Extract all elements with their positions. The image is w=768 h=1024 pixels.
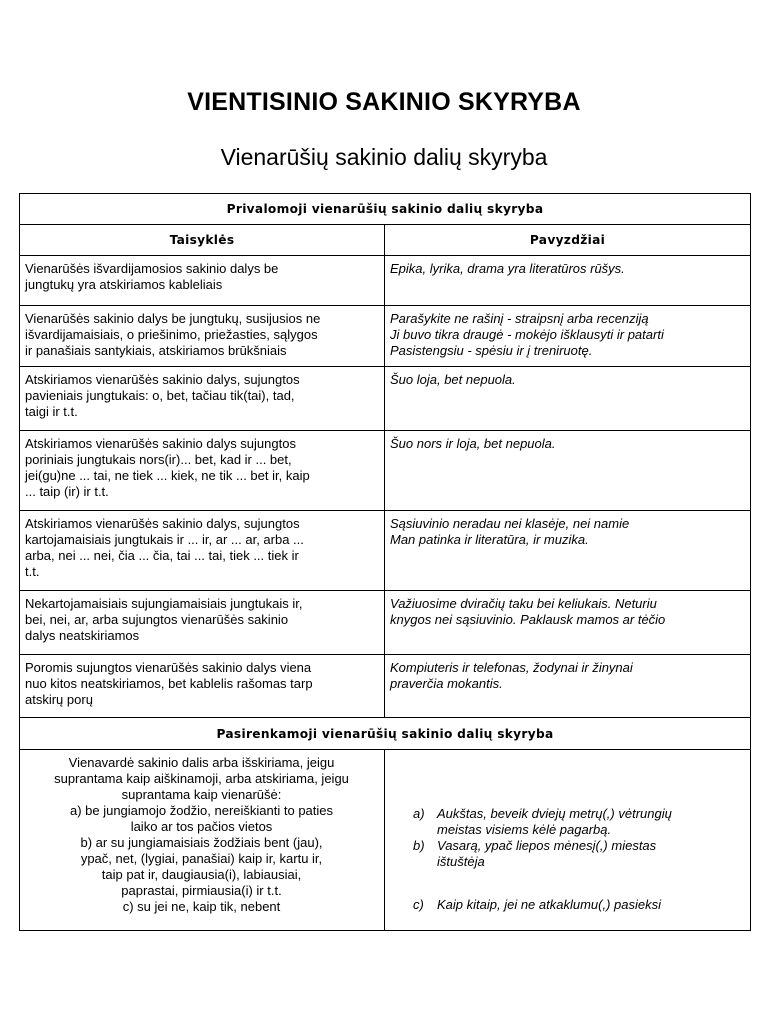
example-line: Šuo loja, bet nepuola.	[390, 372, 516, 387]
optional-example-b	[413, 838, 744, 870]
optional-rule-line: Vienavardė sakinio dalis arba išskiriama, jeigu	[68, 755, 335, 770]
list-marker: c)	[413, 897, 424, 912]
section-header-mandatory: Privalomoji vienarūšių sakinio dalių skyryba	[20, 194, 751, 225]
punctuation-table	[19, 193, 751, 931]
rule-line: Atskiriamos vienarūšės sakinio dalys, sujungtos	[25, 516, 300, 531]
example-line: knygos nei sąsiuvinio. Paklausk mamos ar tėčio	[390, 612, 666, 627]
rule-line: Atskiriamos vienarūšės sakinio dalys, sujungtos	[25, 372, 300, 387]
column-header-rules: Taisyklės	[20, 225, 385, 256]
optional-rule-line: paprastai, pirmiausia(i) ir t.t.	[121, 883, 282, 898]
rule-line: poriniais jungtukais nors(ir)... bet, kad ir ... bet,	[25, 452, 292, 467]
example-line: Kompiuteris ir telefonas, žodynai ir žinynai	[390, 660, 633, 675]
page-title: VIENTISINIO SAKINIO SKYRYBA	[187, 88, 581, 116]
rule-line: nuo kitos neatskiriamos, bet kablelis rašomas tarp	[25, 676, 313, 691]
example-line: Man patinka ir literatūra, ir muzika.	[390, 532, 589, 547]
rule-cell	[20, 655, 385, 718]
rule-line: Nekartojamaisiais sujungiamaisiais jungtukais ir,	[25, 596, 303, 611]
example-line: Vasarą, ypač liepos mėnesį(,) miestas	[437, 838, 657, 853]
example-line: Sąsiuvinio neradau nei klasėje, nei namie	[390, 516, 630, 531]
optional-example-cell	[385, 750, 751, 931]
rule-line: t.t.	[25, 564, 40, 579]
optional-rule-line: taip pat ir, daugiausia(i), labiausiai,	[101, 867, 302, 882]
optional-rule-line: ypač, net, (lygiai, panašiai) kaip ir, kartu ir,	[80, 851, 323, 866]
rule-line: ir panašiais santykiais, atskiriamos brūkšniais	[25, 343, 287, 358]
rule-line: jungtukų yra atskiriamos kableliais	[25, 277, 223, 292]
rule-line: bei, nei, ar, arba sujungtos vienarūšės sakinio	[25, 612, 289, 627]
rule-cell	[20, 591, 385, 655]
rule-line: taigi ir t.t.	[25, 404, 78, 419]
rule-cell	[20, 431, 385, 511]
optional-rule-line: a) be jungiamojo žodžio, nereiškianti to paties	[69, 803, 334, 818]
list-marker: a)	[413, 806, 425, 821]
column-header-examples: Pavyzdžiai	[385, 225, 751, 256]
example-cell	[385, 367, 751, 431]
page-subtitle: Vienarūšių sakinio dalių skyryba	[220, 144, 548, 170]
example-line: Epika, lyrika, drama yra literatūros rūšys.	[390, 261, 625, 276]
example-line: Aukštas, beveik dviejų metrų(,) vėtrungių	[437, 806, 672, 821]
rule-line: atskirų porų	[25, 692, 93, 707]
optional-rule-line: laiko ar tos pačios vietos	[130, 819, 273, 834]
example-cell	[385, 591, 751, 655]
optional-example-a	[413, 806, 744, 838]
rule-line: Poromis sujungtos vienarūšės sakinio dalys viena	[25, 660, 312, 675]
rule-line: pavieniais jungtukais: o, bet, tačiau tik(tai), tad,	[25, 388, 295, 403]
rule-cell	[20, 367, 385, 431]
rule-line: arba, nei ... nei, čia ... čia, tai ... tai, tiek ... tiek ir	[25, 548, 299, 563]
rule-line: Vienarūšės išvardijamosios sakinio dalys be	[25, 261, 279, 276]
rule-line: dalys neatskiriamos	[25, 628, 140, 643]
example-line: ištuštėja	[437, 854, 485, 869]
rule-cell	[20, 306, 385, 367]
optional-rule-line: suprantama kaip vienarūšė:	[121, 787, 282, 802]
rule-line: Atskiriamos vienarūšės sakinio dalys sujungtos	[25, 436, 296, 451]
section-header-optional: Pasirenkamoji vienarūšių sakinio dalių skyryba	[20, 718, 751, 750]
example-line: Šuo nors ir loja, bet nepuola.	[390, 436, 556, 451]
example-line: Kaip kitaip, jei ne atkaklumu(,) pasieksi	[437, 897, 661, 912]
rule-line: ... taip (ir) ir t.t.	[25, 484, 109, 499]
example-cell	[385, 431, 751, 511]
optional-rule-line: suprantama kaip aiškinamoji, arba atskiriama, jeigu	[54, 771, 349, 786]
example-line: Pasistengsiu - spėsiu ir į treniruotę.	[390, 343, 593, 358]
rule-cell	[20, 511, 385, 591]
rule-cell	[20, 256, 385, 306]
example-cell	[385, 306, 751, 367]
optional-example-c	[413, 897, 744, 913]
example-cell	[385, 256, 751, 306]
rule-line: Vienarūšės sakinio dalys be jungtukų, susijusios ne	[25, 311, 321, 326]
rule-line: kartojamaisiais jungtukais ir ... ir, ar ... ar, arba ...	[25, 532, 304, 547]
example-line: meistas visiems kėlė pagarbą.	[437, 822, 612, 837]
example-cell	[385, 511, 751, 591]
example-line: Ji buvo tikra draugė - mokėjo išklausyti ir patarti	[390, 327, 664, 342]
rule-line: jei(gu)ne ... tai, ne tiek ... kiek, ne tik ... bet ir, kaip	[25, 468, 310, 483]
example-line: Parašykite ne rašinį - straipsnį arba recenziją	[390, 311, 649, 326]
list-marker: b)	[413, 838, 425, 853]
example-line: Važiuosime dviračių taku bei keliukais. Neturiu	[390, 596, 657, 611]
optional-rule-line: b) ar su jungiamaisiais žodžiais bent (jau),	[80, 835, 323, 850]
example-line: praverčia mokantis.	[390, 676, 503, 691]
example-cell	[385, 655, 751, 718]
optional-rule-line: c) su jei ne, kaip tik, nebent	[122, 899, 281, 914]
rule-line: išvardijamaisiais, o priešinimo, priežasties, sąlygos	[25, 327, 318, 342]
optional-rule-cell	[20, 750, 385, 931]
